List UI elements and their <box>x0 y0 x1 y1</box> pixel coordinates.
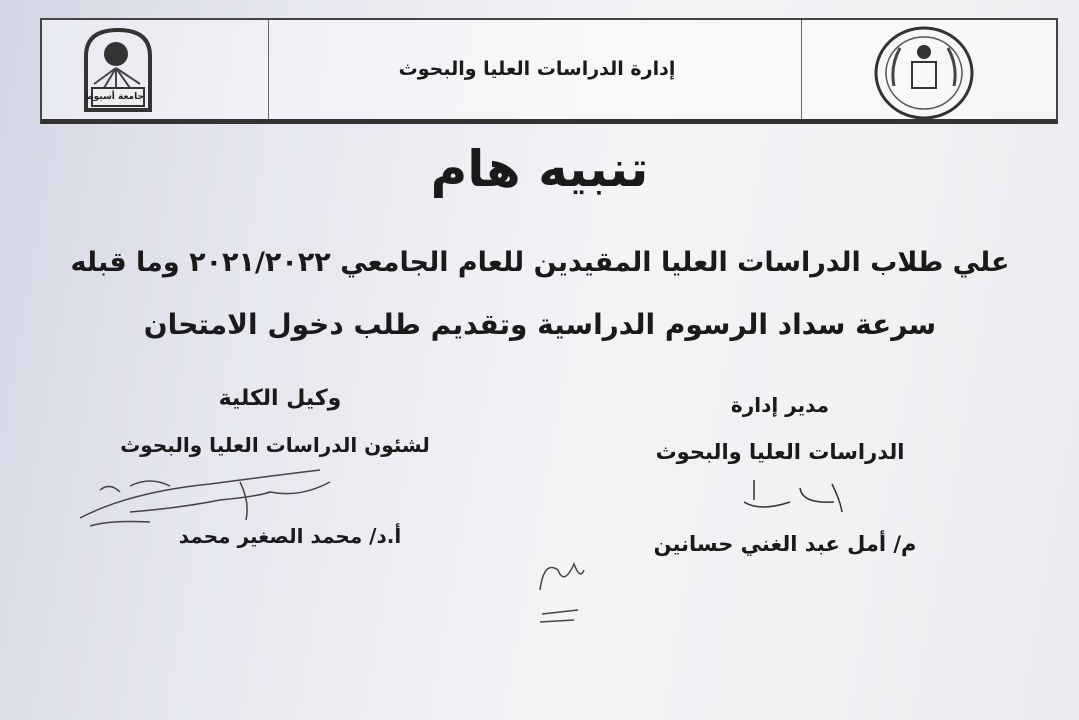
right-signatory-department: الدراسات العليا والبحوث <box>655 440 905 464</box>
notice-line-2: سرعة سداد الرسوم الدراسية وتقديم طلب دخول الامتحان <box>143 308 937 341</box>
university-logo-text: جامعة أسيوط <box>84 92 144 102</box>
left-signatory-role: وكيل الكلية <box>218 386 342 411</box>
university-logo <box>80 26 156 112</box>
faculty-seal <box>872 26 976 120</box>
header-divider <box>268 20 269 119</box>
right-signature <box>740 478 850 518</box>
right-signatory-name: م/ أمل عبد الغني حسانين <box>653 532 917 556</box>
left-signatory-department: لشئون الدراسات العليا والبحوث <box>120 433 430 457</box>
notice-title: تنبيه هام <box>430 140 649 198</box>
letterhead <box>40 18 1058 124</box>
department-title: إدارة الدراسات العليا والبحوث <box>398 58 676 80</box>
notice-line-1: علي طلاب الدراسات العليا المقيدين للعام الجامعي ٢٠٢١/٢٠٢٢ وما قبله <box>70 247 1010 278</box>
left-signature <box>70 462 350 532</box>
left-signatory-name: أ.د/ محمد الصغير محمد <box>178 524 402 548</box>
right-signatory-role: مدير إدارة <box>730 393 830 417</box>
initials-mark <box>530 550 590 630</box>
